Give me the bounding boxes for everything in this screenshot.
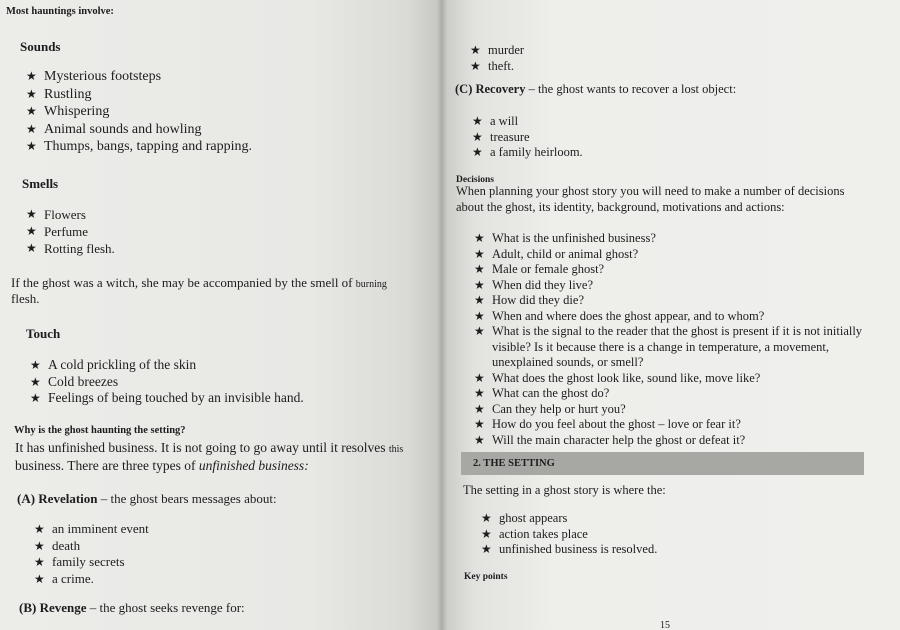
witch-text-small: burning bbox=[355, 279, 387, 290]
star-icon: ★ bbox=[26, 224, 37, 238]
list-item-text: action takes place bbox=[499, 526, 588, 541]
star-icon: ★ bbox=[474, 262, 485, 276]
star-icon: ★ bbox=[474, 231, 485, 245]
list-item-text: What is the signal to the reader that the ghost is present if it is not initially visible? Is it because there is a change in temperature, a movement, unexplained sounds, or smell? bbox=[492, 324, 863, 369]
decisions-heading: Decisions bbox=[456, 175, 494, 185]
list-item bbox=[34, 538, 149, 555]
list-item-text: a family heirloom. bbox=[490, 145, 583, 159]
witch-paragraph-line1 bbox=[11, 275, 387, 291]
star-icon: ★ bbox=[34, 538, 45, 553]
list-item bbox=[470, 58, 524, 74]
star-icon: ★ bbox=[470, 59, 481, 73]
star-icon: ★ bbox=[26, 139, 37, 153]
list-item-text: How did they die? bbox=[492, 293, 584, 307]
star-icon: ★ bbox=[481, 511, 492, 525]
star-icon: ★ bbox=[26, 241, 37, 255]
setting-list bbox=[481, 511, 657, 558]
revenge-list bbox=[470, 42, 524, 74]
recovery-list bbox=[472, 114, 583, 161]
star-icon: ★ bbox=[30, 358, 41, 372]
list-item bbox=[472, 145, 583, 161]
star-icon: ★ bbox=[472, 145, 483, 159]
touch-heading: Touch bbox=[26, 326, 61, 341]
list-item-text: Animal sounds and howling bbox=[44, 121, 202, 137]
list-item-text: Flowers bbox=[44, 207, 86, 222]
list-item bbox=[474, 247, 874, 263]
list-item-text: Mysterious footsteps bbox=[44, 69, 162, 84]
list-item-text: Thumps, bangs, tapping and rapping. bbox=[44, 139, 253, 154]
sounds-heading: Sounds bbox=[20, 39, 61, 54]
revenge-heading bbox=[19, 600, 245, 616]
star-icon: ★ bbox=[481, 526, 492, 541]
unfinished-text: It has unfinished business. It is not going to go away until it resolves bbox=[15, 440, 386, 455]
decisions-line2: about the ghost, its identity, background, motivations and actions: bbox=[456, 200, 785, 214]
list-item-text: Perfume bbox=[44, 224, 89, 239]
list-item bbox=[470, 42, 524, 58]
list-item bbox=[26, 86, 252, 104]
list-item-text: an imminent event bbox=[52, 521, 149, 536]
revelation-rest: – the ghost bears messages about: bbox=[97, 491, 277, 506]
list-item bbox=[34, 521, 149, 538]
list-item-text: theft. bbox=[488, 59, 515, 73]
list-item-text: family secrets bbox=[52, 554, 125, 569]
star-icon: ★ bbox=[26, 207, 37, 221]
list-item-text: When and where does the ghost appear, and to whom? bbox=[492, 308, 765, 323]
list-item bbox=[474, 386, 874, 402]
star-icon: ★ bbox=[30, 374, 41, 389]
sounds-list bbox=[26, 68, 252, 156]
list-item-text: ghost appears bbox=[499, 511, 568, 525]
unfinished-text-a: business. There are three types of bbox=[15, 458, 199, 473]
star-icon: ★ bbox=[472, 114, 483, 128]
list-item-text: death bbox=[52, 537, 81, 553]
unfinished-paragraph-line2 bbox=[15, 458, 309, 474]
list-item-text: Will the main character help the ghost or defeat it? bbox=[492, 432, 746, 447]
setting-section-bar bbox=[461, 452, 864, 475]
star-icon: ★ bbox=[474, 432, 485, 447]
list-item-text: Male or female ghost? bbox=[492, 262, 605, 276]
list-item-text: What is the unfinished business? bbox=[492, 231, 656, 245]
witch-text: If the ghost was a witch, she may be accompanied by the smell of bbox=[11, 275, 353, 290]
unfinished-text-small: this bbox=[388, 444, 404, 455]
list-item-text: Can they help or hurt you? bbox=[492, 401, 626, 416]
star-icon: ★ bbox=[30, 391, 41, 405]
list-item bbox=[34, 554, 149, 571]
list-item bbox=[472, 130, 583, 146]
list-item bbox=[474, 309, 874, 325]
recovery-rest: – the ghost wants to recover a lost object: bbox=[525, 82, 737, 96]
list-item-text: Whispering bbox=[44, 104, 110, 119]
list-item bbox=[26, 103, 252, 121]
list-item bbox=[26, 206, 115, 223]
star-icon: ★ bbox=[470, 43, 481, 57]
smells-heading: Smells bbox=[22, 176, 59, 191]
why-heading: Why is the ghost haunting the setting? bbox=[14, 425, 186, 436]
star-icon: ★ bbox=[474, 308, 485, 323]
revelation-heading bbox=[17, 491, 277, 507]
revenge-rest: – the ghost seeks revenge for: bbox=[86, 600, 245, 615]
star-icon: ★ bbox=[474, 246, 485, 261]
revenge-label: (B) Revenge bbox=[19, 600, 87, 615]
list-item-text: When did they live? bbox=[492, 277, 594, 292]
list-item-text: A cold prickling of the skin bbox=[48, 357, 197, 372]
page-number: 15 bbox=[660, 620, 670, 630]
list-item bbox=[26, 240, 115, 257]
star-icon: ★ bbox=[34, 555, 45, 569]
star-icon: ★ bbox=[474, 324, 485, 338]
list-item-text: murder bbox=[488, 43, 525, 57]
list-item-text: What does the ghost look like, sound like, move like? bbox=[492, 370, 761, 385]
list-item-text: unfinished business is resolved. bbox=[499, 542, 658, 556]
list-item bbox=[26, 121, 252, 139]
witch-paragraph-line2: flesh. bbox=[11, 291, 40, 306]
list-item-text: Cold breezes bbox=[48, 373, 119, 389]
star-icon: ★ bbox=[474, 293, 485, 307]
list-item-text: Adult, child or animal ghost? bbox=[492, 246, 639, 261]
star-icon: ★ bbox=[474, 277, 485, 292]
questions-list bbox=[474, 231, 874, 448]
list-item bbox=[474, 262, 874, 278]
list-item bbox=[481, 527, 657, 543]
list-item bbox=[474, 278, 874, 294]
list-item bbox=[474, 293, 874, 309]
list-item bbox=[474, 371, 874, 387]
list-item bbox=[30, 390, 304, 407]
list-item-text: Rustling bbox=[44, 86, 92, 102]
unfinished-paragraph-line1 bbox=[15, 440, 403, 456]
unfinished-text-italic: unfinished business: bbox=[198, 458, 309, 473]
star-icon: ★ bbox=[474, 401, 485, 416]
decisions-paragraph bbox=[456, 183, 844, 215]
list-item-text: What can the ghost do? bbox=[492, 386, 610, 400]
setting-intro: The setting in a ghost story is where the: bbox=[463, 483, 666, 497]
key-points-heading: Key points bbox=[464, 572, 508, 582]
list-item bbox=[30, 357, 304, 374]
list-item bbox=[474, 402, 874, 418]
star-icon: ★ bbox=[26, 86, 37, 101]
list-item bbox=[481, 511, 657, 527]
running-head: Most hauntings involve: bbox=[6, 6, 114, 17]
star-icon: ★ bbox=[26, 104, 37, 118]
list-item bbox=[26, 138, 252, 156]
list-item-text: Rotting flesh. bbox=[44, 241, 115, 256]
touch-list bbox=[30, 357, 304, 407]
star-icon: ★ bbox=[474, 386, 485, 400]
list-item bbox=[472, 114, 583, 130]
list-item bbox=[474, 417, 874, 433]
star-icon: ★ bbox=[34, 571, 45, 586]
list-item bbox=[26, 68, 252, 86]
list-item bbox=[474, 231, 874, 247]
recovery-heading bbox=[455, 82, 736, 97]
star-icon: ★ bbox=[481, 542, 492, 556]
book-gutter bbox=[437, 0, 447, 630]
list-item-text: a will bbox=[490, 114, 519, 128]
list-item bbox=[474, 324, 874, 371]
star-icon: ★ bbox=[472, 129, 483, 144]
smells-list bbox=[26, 206, 115, 257]
list-item-text: a crime. bbox=[52, 570, 94, 586]
star-icon: ★ bbox=[474, 417, 485, 431]
list-item bbox=[474, 433, 874, 449]
revelation-list bbox=[34, 521, 149, 587]
star-icon: ★ bbox=[26, 69, 37, 83]
list-item bbox=[481, 542, 657, 558]
list-item-text: treasure bbox=[490, 129, 530, 144]
star-icon: ★ bbox=[26, 121, 37, 136]
star-icon: ★ bbox=[474, 370, 485, 385]
list-item-text: How do you feel about the ghost – love or fear it? bbox=[492, 417, 741, 431]
star-icon: ★ bbox=[34, 522, 45, 536]
setting-section-title: 2. THE SETTING bbox=[473, 458, 555, 469]
list-item bbox=[26, 223, 115, 240]
list-item bbox=[30, 374, 304, 391]
recovery-label: (C) Recovery bbox=[455, 82, 526, 96]
list-item-text: Feelings of being touched by an invisible hand. bbox=[48, 390, 304, 405]
list-item bbox=[34, 571, 149, 588]
decisions-line1: When planning your ghost story you will need to make a number of decisions bbox=[456, 184, 845, 198]
revelation-label: (A) Revelation bbox=[17, 491, 98, 506]
